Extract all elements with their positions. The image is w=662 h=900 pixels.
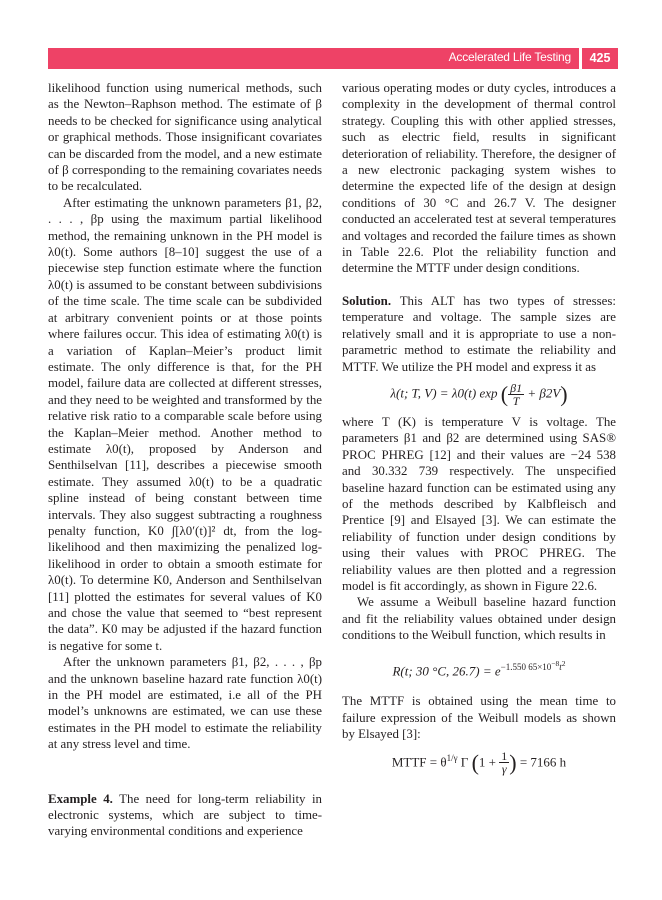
header-bar bbox=[48, 48, 579, 69]
eq2-t: t bbox=[559, 661, 562, 672]
eq3-numerator: 1 bbox=[501, 749, 508, 764]
eq1-lhs: λ(t; T, V) = λ0(t) exp bbox=[390, 385, 498, 401]
right-column bbox=[342, 80, 616, 782]
solution bbox=[342, 293, 616, 375]
eq3-denominator: γ bbox=[501, 762, 507, 777]
eq1-numerator: β1 bbox=[510, 380, 523, 395]
paren-close: ) bbox=[509, 749, 517, 775]
spacer bbox=[48, 753, 322, 791]
eq3-lhs: MTTF = θ bbox=[391, 753, 447, 769]
right-paragraph-1: various operating modes or duty cycles, introduces a complexity in the development of thermal control strategy. Coupling this with other applied stresses, such as electric field, results in significant deterioration of reliability. Therefore, the designer of a new electronic packaging system wishes to determine the expected life of the design at design conditions of 30 °C and 26.7 V. The designer conducted an accelerated test at several temperatures and voltages and recorded the failure times as shown in Table 22.6. Plot the reliability function and determine the MTTF under design conditions. bbox=[342, 81, 616, 276]
eq2-t-power: 2 bbox=[561, 658, 566, 668]
running-title: Accelerated Life Testing bbox=[448, 50, 571, 64]
left-paragraph-2: After estimating the unknown parameters β1, β2, . . . , βp using the maximum partial likelihood method, the remaining unknown in the PH model is λ0(t). Some authors [8–10] suggest the use of a piecewise step function estimate where the function λ0(t) is assumed to be constant between subdivisions of the time scale. The time scale can be subdivided at arbitrary convenient points or at those points where failures occur. This idea of estimating λ0(t) is a variation of Kaplan–Meier’s product limit estimate. The only difference is that, for the PH model, failure data are collected at different stresses, and they need to be weighted and transformed by the relative risk ratio to a comparable scale before using the Kaplan–Meier method. Another method to estimate λ0(t), proposed by Anderson and Senthilselvan [11], describes a piecewise smooth estimate. They assumed λ0(t) to be a quadratic spline instead of being constant between time intervals. They also suggest subtracting a roughness penalty function, K0 ∫[λ0′(t)]² dt, from the log-likelihood and then maximizing the penalized log-likelihood in order to obtain a smooth estimate for λ0(t). To determine K0, Anderson and Senthilselvan [11] plotted the estimates for several values of K0 and chose the value that seemed to “best represent the data”. K0 may be adjusted if the hazard function is negative for some t. bbox=[48, 195, 322, 653]
solution-text: This ALT has two types of stresses: temperature and voltage. The sample sizes are relatively small and it is appropriate to use a non-parametric method to estimate the reliability and MTTF. We utilize the PH model and express it as bbox=[342, 293, 616, 374]
left-paragraph-3: After the unknown parameters β1, β2, . . . , βp and the unknown baseline hazard rate function λ0(t) in the PH model are estimated, i.e all of the PH model’s unknowns are estimated, we can use these estimates in the PH model to estimate the reliability at any stress level and time. bbox=[48, 655, 322, 752]
left-paragraph-1: likelihood function using numerical methods, such as the Newton–Raphson method. The estimate of β needs to be checked for significance using analytical or graphical methods. Those insignificant covariates can be discarded from the model, and a new estimate of β corresponding to the remaining covariates needs to be recalculated. bbox=[48, 81, 322, 194]
example-text: The need for long-term reliability in electronic systems, which are subject to time-varying environmental conditions and experience bbox=[48, 791, 322, 839]
running-header bbox=[48, 48, 618, 69]
equation-mttf bbox=[342, 750, 616, 776]
eq1-fraction bbox=[508, 382, 524, 407]
left-column bbox=[48, 80, 322, 840]
equation-weibull-reliability bbox=[342, 656, 616, 680]
page-number-box bbox=[582, 48, 618, 69]
solution-label: Solution. bbox=[342, 293, 392, 308]
eq3-fraction bbox=[499, 750, 509, 775]
eq2-exponent: −1.550 65×10 bbox=[500, 661, 552, 672]
paren-close: ) bbox=[560, 381, 568, 407]
example-4 bbox=[48, 791, 322, 840]
eq3-sup: 1/γ bbox=[446, 752, 458, 763]
page-number: 425 bbox=[589, 51, 611, 65]
eq3-one: 1 + bbox=[478, 753, 496, 769]
equation-ph-model bbox=[342, 382, 616, 407]
eq3-gamma: Γ bbox=[460, 753, 469, 769]
eq3-rhs: = 7166 h bbox=[519, 753, 567, 769]
right-paragraph-3: We assume a Weibull baseline hazard function and fit the reliability values obtained under design conditions to the Weibull function, which results in bbox=[342, 595, 616, 643]
paren-open: ( bbox=[471, 749, 479, 775]
example-label: Example 4. bbox=[48, 791, 113, 806]
eq2-body: R(t; 30 °C, 26.7) = e bbox=[392, 662, 501, 678]
eq2-exponent-power: −8 bbox=[551, 658, 560, 668]
right-paragraph-4: The MTTF is obtained using the mean time to failure expression of the Weibull models as shown by Elsayed [3]: bbox=[342, 694, 616, 742]
spacer bbox=[342, 277, 616, 293]
right-paragraph-2: where T (K) is temperature V is voltage. The parameters β1 and β2 are determined using SAS® PROC PHREG [12] and their values are −24 538 and 30.332 739 respectively. The unspecified baseline hazard function can be estimated using any of the methods described by Kalbfleisch and Prentice [9] and Elsayed [3]. We can estimate the reliability of function under design conditions by using their values with PROC PHREG. The reliability values are then plotted and a regression model is fit accordingly, as shown in Figure 22.6. bbox=[342, 414, 616, 593]
paren-open: ( bbox=[500, 381, 509, 407]
eq1-tail: + β2V bbox=[527, 385, 561, 401]
eq1-denominator: T bbox=[512, 393, 520, 408]
